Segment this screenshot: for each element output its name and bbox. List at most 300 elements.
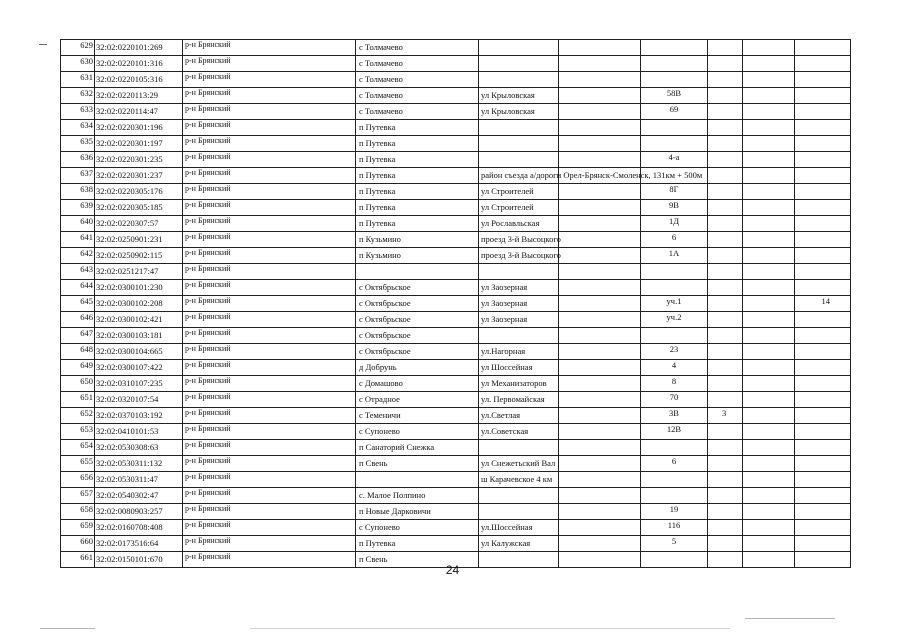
district-cell: р-н Брянский	[183, 440, 356, 456]
building-cell	[708, 120, 743, 136]
empty-cell	[559, 360, 641, 376]
cadastral-number: 32:02:0320107:54	[95, 392, 183, 408]
house-cell: 8	[641, 376, 708, 392]
cadastral-number: 32:02:0251217:47	[95, 264, 183, 280]
building-cell	[708, 344, 743, 360]
apartment-cell	[795, 152, 851, 168]
street-cell: ул.Светлая	[479, 408, 559, 424]
empty-cell	[559, 440, 641, 456]
row-number: 647	[61, 328, 95, 344]
apartment-cell	[795, 104, 851, 120]
apartment-cell	[795, 328, 851, 344]
apartment-cell	[795, 344, 851, 360]
table-row	[61, 408, 851, 424]
district-cell: р-н Брянский	[183, 152, 356, 168]
empty-cell	[743, 360, 795, 376]
house-cell	[641, 472, 708, 488]
district-cell: р-н Брянский	[183, 312, 356, 328]
cadastral-number: 32:02:0540302:47	[95, 488, 183, 504]
district-cell: р-н Брянский	[183, 168, 356, 184]
street-cell	[479, 504, 559, 520]
settlement-cell: п Путевка	[356, 216, 479, 232]
empty-cell	[743, 440, 795, 456]
district-cell: р-н Брянский	[183, 456, 356, 472]
row-number: 642	[61, 248, 95, 264]
apartment-cell	[795, 168, 851, 184]
building-cell	[708, 488, 743, 504]
apartment-cell	[795, 56, 851, 72]
apartment-cell	[795, 456, 851, 472]
cadastral-number: 32:02:0220301:235	[95, 152, 183, 168]
empty-cell	[559, 264, 641, 280]
building-cell	[708, 168, 743, 184]
empty-cell	[743, 56, 795, 72]
street-cell	[479, 40, 559, 56]
apartment-cell	[795, 520, 851, 536]
street-cell	[479, 152, 559, 168]
cadastral-number: 32:02:0530311:47	[95, 472, 183, 488]
building-cell	[708, 40, 743, 56]
empty-cell	[743, 408, 795, 424]
settlement-cell: п Путевка	[356, 152, 479, 168]
building-cell	[708, 536, 743, 552]
apartment-cell	[795, 248, 851, 264]
empty-cell	[743, 72, 795, 88]
apartment-cell	[795, 312, 851, 328]
street-cell: ул Строителей	[479, 184, 559, 200]
row-number: 633	[61, 104, 95, 120]
table-row	[61, 120, 851, 136]
building-cell	[708, 216, 743, 232]
district-cell: р-н Брянский	[183, 184, 356, 200]
row-number: 645	[61, 296, 95, 312]
district-cell: р-н Брянский	[183, 216, 356, 232]
empty-cell	[743, 232, 795, 248]
district-cell: р-н Брянский	[183, 136, 356, 152]
row-number: 649	[61, 360, 95, 376]
settlement-cell: п Путевка	[356, 136, 479, 152]
cadastral-number: 32:02:0530308:63	[95, 440, 183, 456]
row-number: 650	[61, 376, 95, 392]
district-cell: р-н Брянский	[183, 296, 356, 312]
empty-cell	[743, 168, 795, 184]
table-row	[61, 520, 851, 536]
cadastral-number: 32:02:0310107:235	[95, 376, 183, 392]
empty-cell	[743, 248, 795, 264]
street-cell: ул Механизаторов	[479, 376, 559, 392]
row-number: 631	[61, 72, 95, 88]
row-number: 655	[61, 456, 95, 472]
cadastral-number: 32:02:0150101:670	[95, 552, 183, 568]
house-cell: 19	[641, 504, 708, 520]
street-cell: ул.Советская	[479, 424, 559, 440]
district-cell: р-н Брянский	[183, 104, 356, 120]
empty-cell	[559, 536, 641, 552]
empty-cell	[559, 520, 641, 536]
table-row	[61, 168, 851, 184]
house-cell	[641, 40, 708, 56]
cadastral-number: 32:02:0160708:408	[95, 520, 183, 536]
settlement-cell	[356, 264, 479, 280]
empty-cell	[559, 56, 641, 72]
building-cell	[708, 392, 743, 408]
cadastral-number: 32:02:0220101:269	[95, 40, 183, 56]
street-cell: ул. Первомайская	[479, 392, 559, 408]
table-row	[61, 424, 851, 440]
row-number: 659	[61, 520, 95, 536]
table-row	[61, 488, 851, 504]
empty-cell	[743, 312, 795, 328]
street-cell: ш Карачевское 4 км	[479, 472, 559, 488]
apartment-cell	[795, 504, 851, 520]
district-cell: р-н Брянский	[183, 520, 356, 536]
apartment-cell	[795, 232, 851, 248]
empty-cell	[743, 344, 795, 360]
building-cell	[708, 56, 743, 72]
building-cell	[708, 88, 743, 104]
district-cell: р-н Брянский	[183, 488, 356, 504]
cadastral-number: 32:02:0173516:64	[95, 536, 183, 552]
empty-cell	[559, 472, 641, 488]
row-number: 653	[61, 424, 95, 440]
table-row	[61, 264, 851, 280]
settlement-cell: с Октябрьское	[356, 296, 479, 312]
row-number: 656	[61, 472, 95, 488]
row-number: 629	[61, 40, 95, 56]
settlement-cell: с Отрадное	[356, 392, 479, 408]
table-row	[61, 56, 851, 72]
table-row	[61, 136, 851, 152]
house-cell: 23	[641, 344, 708, 360]
settlement-cell: п Путевка	[356, 168, 479, 184]
district-cell: р-н Брянский	[183, 536, 356, 552]
row-number: 658	[61, 504, 95, 520]
row-number: 657	[61, 488, 95, 504]
settlement-cell: п Кузьмино	[356, 232, 479, 248]
row-number: 644	[61, 280, 95, 296]
table-row	[61, 536, 851, 552]
house-cell: 58В	[641, 88, 708, 104]
empty-cell	[559, 376, 641, 392]
empty-cell	[559, 72, 641, 88]
house-cell: 1Д	[641, 216, 708, 232]
house-cell: 6	[641, 232, 708, 248]
building-cell	[708, 360, 743, 376]
settlement-cell: п Свень	[356, 456, 479, 472]
apartment-cell	[795, 440, 851, 456]
settlement-cell: п Путевка	[356, 184, 479, 200]
empty-cell	[743, 120, 795, 136]
street-cell	[479, 120, 559, 136]
empty-cell	[559, 200, 641, 216]
cadastral-number: 32:02:0300107:422	[95, 360, 183, 376]
apartment-cell	[795, 376, 851, 392]
empty-cell	[743, 88, 795, 104]
apartment-cell	[795, 424, 851, 440]
cadastral-number: 32:02:0220113:29	[95, 88, 183, 104]
house-cell	[641, 488, 708, 504]
district-cell: р-н Брянский	[183, 376, 356, 392]
settlement-cell: п Кузьмино	[356, 248, 479, 264]
table-row	[61, 392, 851, 408]
settlement-cell: с Супонево	[356, 520, 479, 536]
empty-cell	[559, 312, 641, 328]
registry-body	[61, 40, 851, 568]
street-cell: ул Крыловская	[479, 104, 559, 120]
building-cell	[708, 456, 743, 472]
building-cell	[708, 376, 743, 392]
street-cell: ул Снежетьский Вал	[479, 456, 559, 472]
empty-cell	[559, 120, 641, 136]
table-row	[61, 344, 851, 360]
empty-cell	[743, 104, 795, 120]
table-row	[61, 216, 851, 232]
street-cell: район съезда а/дороги Орел-Брянск-Смоленск, 131км + 500м	[479, 168, 559, 184]
table-row	[61, 40, 851, 56]
empty-cell	[559, 456, 641, 472]
building-cell	[708, 104, 743, 120]
street-cell: проезд 3-й Высоцкого	[479, 232, 559, 248]
empty-cell	[559, 408, 641, 424]
settlement-cell: с Октябрьское	[356, 312, 479, 328]
street-cell	[479, 440, 559, 456]
apartment-cell	[795, 120, 851, 136]
empty-cell	[743, 472, 795, 488]
page-number: 24	[445, 563, 460, 577]
row-number: 638	[61, 184, 95, 200]
district-cell: р-н Брянский	[183, 200, 356, 216]
table-row	[61, 104, 851, 120]
row-number: 639	[61, 200, 95, 216]
district-cell: р-н Брянский	[183, 120, 356, 136]
settlement-cell: с Супонево	[356, 424, 479, 440]
house-cell	[641, 264, 708, 280]
table-row	[61, 152, 851, 168]
row-number: 654	[61, 440, 95, 456]
district-cell: р-н Брянский	[183, 56, 356, 72]
empty-cell	[559, 88, 641, 104]
row-number: 652	[61, 408, 95, 424]
cadastral-number: 32:02:0250902:115	[95, 248, 183, 264]
street-cell	[479, 488, 559, 504]
district-cell: р-н Брянский	[183, 248, 356, 264]
cadastral-number: 32:02:0080903:257	[95, 504, 183, 520]
building-cell	[708, 152, 743, 168]
settlement-cell: с Толмачево	[356, 56, 479, 72]
empty-cell	[743, 264, 795, 280]
empty-cell	[559, 248, 641, 264]
settlement-cell: п Путевка	[356, 120, 479, 136]
empty-cell	[559, 136, 641, 152]
table-row	[61, 328, 851, 344]
house-cell: 5	[641, 536, 708, 552]
table-row	[61, 232, 851, 248]
registry-table	[60, 39, 851, 568]
district-cell: р-н Брянский	[183, 504, 356, 520]
empty-cell	[743, 216, 795, 232]
table-row	[61, 184, 851, 200]
district-cell: р-н Брянский	[183, 280, 356, 296]
row-number: 641	[61, 232, 95, 248]
table-row	[61, 312, 851, 328]
scan-noise-line	[40, 628, 95, 629]
empty-cell	[743, 392, 795, 408]
empty-cell	[743, 280, 795, 296]
empty-cell	[743, 488, 795, 504]
settlement-cell	[356, 472, 479, 488]
empty-cell	[559, 152, 641, 168]
settlement-cell: п Путевка	[356, 536, 479, 552]
cadastral-number: 32:02:0530311:132	[95, 456, 183, 472]
district-cell: р-н Брянский	[183, 232, 356, 248]
street-cell: ул Шоссейная	[479, 360, 559, 376]
street-cell: ул Строителей	[479, 200, 559, 216]
house-cell	[641, 136, 708, 152]
street-cell	[479, 56, 559, 72]
district-cell: р-н Брянский	[183, 360, 356, 376]
cadastral-number: 32:02:0220301:196	[95, 120, 183, 136]
street-cell: ул Рославльская	[479, 216, 559, 232]
cadastral-number: 32:02:0220307:57	[95, 216, 183, 232]
settlement-cell: с Толмачево	[356, 104, 479, 120]
street-cell: ул Заозерная	[479, 280, 559, 296]
empty-cell	[559, 184, 641, 200]
apartment-cell	[795, 72, 851, 88]
settlement-cell: с Толмачево	[356, 88, 479, 104]
apartment-cell: 14	[795, 296, 851, 312]
apartment-cell	[795, 88, 851, 104]
scan-noise-line	[250, 628, 730, 629]
building-cell	[708, 312, 743, 328]
empty-cell	[559, 504, 641, 520]
table-row	[61, 72, 851, 88]
apartment-cell	[795, 488, 851, 504]
house-cell: 1А	[641, 248, 708, 264]
house-cell	[641, 56, 708, 72]
street-cell: проезд 3-й Высоцкого	[479, 248, 559, 264]
row-number: 643	[61, 264, 95, 280]
empty-cell	[559, 488, 641, 504]
street-cell: ул Заозерная	[479, 296, 559, 312]
house-cell	[641, 120, 708, 136]
settlement-cell: с Октябрьское	[356, 328, 479, 344]
house-cell: 4-а	[641, 152, 708, 168]
house-cell: 12В	[641, 424, 708, 440]
row-number: 640	[61, 216, 95, 232]
empty-cell	[743, 424, 795, 440]
empty-cell	[743, 536, 795, 552]
row-number: 660	[61, 536, 95, 552]
cadastral-number: 32:02:0220101:316	[95, 56, 183, 72]
table-row	[61, 248, 851, 264]
district-cell: р-н Брянский	[183, 344, 356, 360]
row-number: 646	[61, 312, 95, 328]
district-cell: р-н Брянский	[183, 392, 356, 408]
district-cell: р-н Брянский	[183, 408, 356, 424]
settlement-cell: п Путевка	[356, 200, 479, 216]
apartment-cell	[795, 264, 851, 280]
empty-cell	[743, 296, 795, 312]
settlement-cell: с Толмачево	[356, 72, 479, 88]
cadastral-number: 32:02:0300102:421	[95, 312, 183, 328]
settlement-cell: с Домашово	[356, 376, 479, 392]
empty-cell	[559, 344, 641, 360]
settlement-cell: с Теменичи	[356, 408, 479, 424]
building-cell: 3	[708, 408, 743, 424]
cadastral-number: 32:02:0220105:316	[95, 72, 183, 88]
building-cell	[708, 504, 743, 520]
row-number: 635	[61, 136, 95, 152]
row-number: 648	[61, 344, 95, 360]
table-row	[61, 376, 851, 392]
settlement-cell: с Октябрьское	[356, 344, 479, 360]
apartment-cell	[795, 200, 851, 216]
building-cell	[708, 280, 743, 296]
cadastral-number: 32:02:0370103:192	[95, 408, 183, 424]
empty-cell	[743, 40, 795, 56]
house-cell: 4	[641, 360, 708, 376]
street-cell: ул.Шоссейная	[479, 520, 559, 536]
empty-cell	[559, 328, 641, 344]
street-cell	[479, 328, 559, 344]
cadastral-number: 32:02:0220114:47	[95, 104, 183, 120]
settlement-cell: д Добрунь	[356, 360, 479, 376]
empty-cell	[743, 184, 795, 200]
empty-cell	[559, 392, 641, 408]
district-cell: р-н Брянский	[183, 40, 356, 56]
building-cell	[708, 296, 743, 312]
house-cell	[641, 72, 708, 88]
table-row	[61, 472, 851, 488]
empty-cell	[559, 280, 641, 296]
street-cell: ул.Нагорная	[479, 344, 559, 360]
house-cell	[641, 280, 708, 296]
house-cell: уч.2	[641, 312, 708, 328]
house-cell	[641, 440, 708, 456]
empty-cell	[743, 200, 795, 216]
house-cell: уч.1	[641, 296, 708, 312]
apartment-cell	[795, 136, 851, 152]
district-cell: р-н Брянский	[183, 264, 356, 280]
empty-cell	[559, 296, 641, 312]
table-row	[61, 88, 851, 104]
district-cell: р-н Брянский	[183, 552, 356, 568]
house-cell: 70	[641, 392, 708, 408]
apartment-cell	[795, 392, 851, 408]
district-cell: р-н Брянский	[183, 328, 356, 344]
cadastral-number: 32:02:0300102:208	[95, 296, 183, 312]
row-number: 630	[61, 56, 95, 72]
house-cell: 6	[641, 456, 708, 472]
street-cell: ул Заозерная	[479, 312, 559, 328]
house-cell: 8Г	[641, 184, 708, 200]
cadastral-number: 32:02:0300104:665	[95, 344, 183, 360]
house-cell: 9В	[641, 200, 708, 216]
district-cell: р-н Брянский	[183, 72, 356, 88]
empty-cell	[559, 40, 641, 56]
table-row	[61, 360, 851, 376]
settlement-cell: п Новые Дарковичи	[356, 504, 479, 520]
cadastral-number: 32:02:0300103:181	[95, 328, 183, 344]
margin-mark	[39, 44, 47, 45]
apartment-cell	[795, 184, 851, 200]
empty-cell	[559, 424, 641, 440]
building-cell	[708, 472, 743, 488]
table-row	[61, 456, 851, 472]
cadastral-number: 32:02:0220301:197	[95, 136, 183, 152]
cadastral-number: 32:02:0220301:237	[95, 168, 183, 184]
empty-cell	[743, 520, 795, 536]
